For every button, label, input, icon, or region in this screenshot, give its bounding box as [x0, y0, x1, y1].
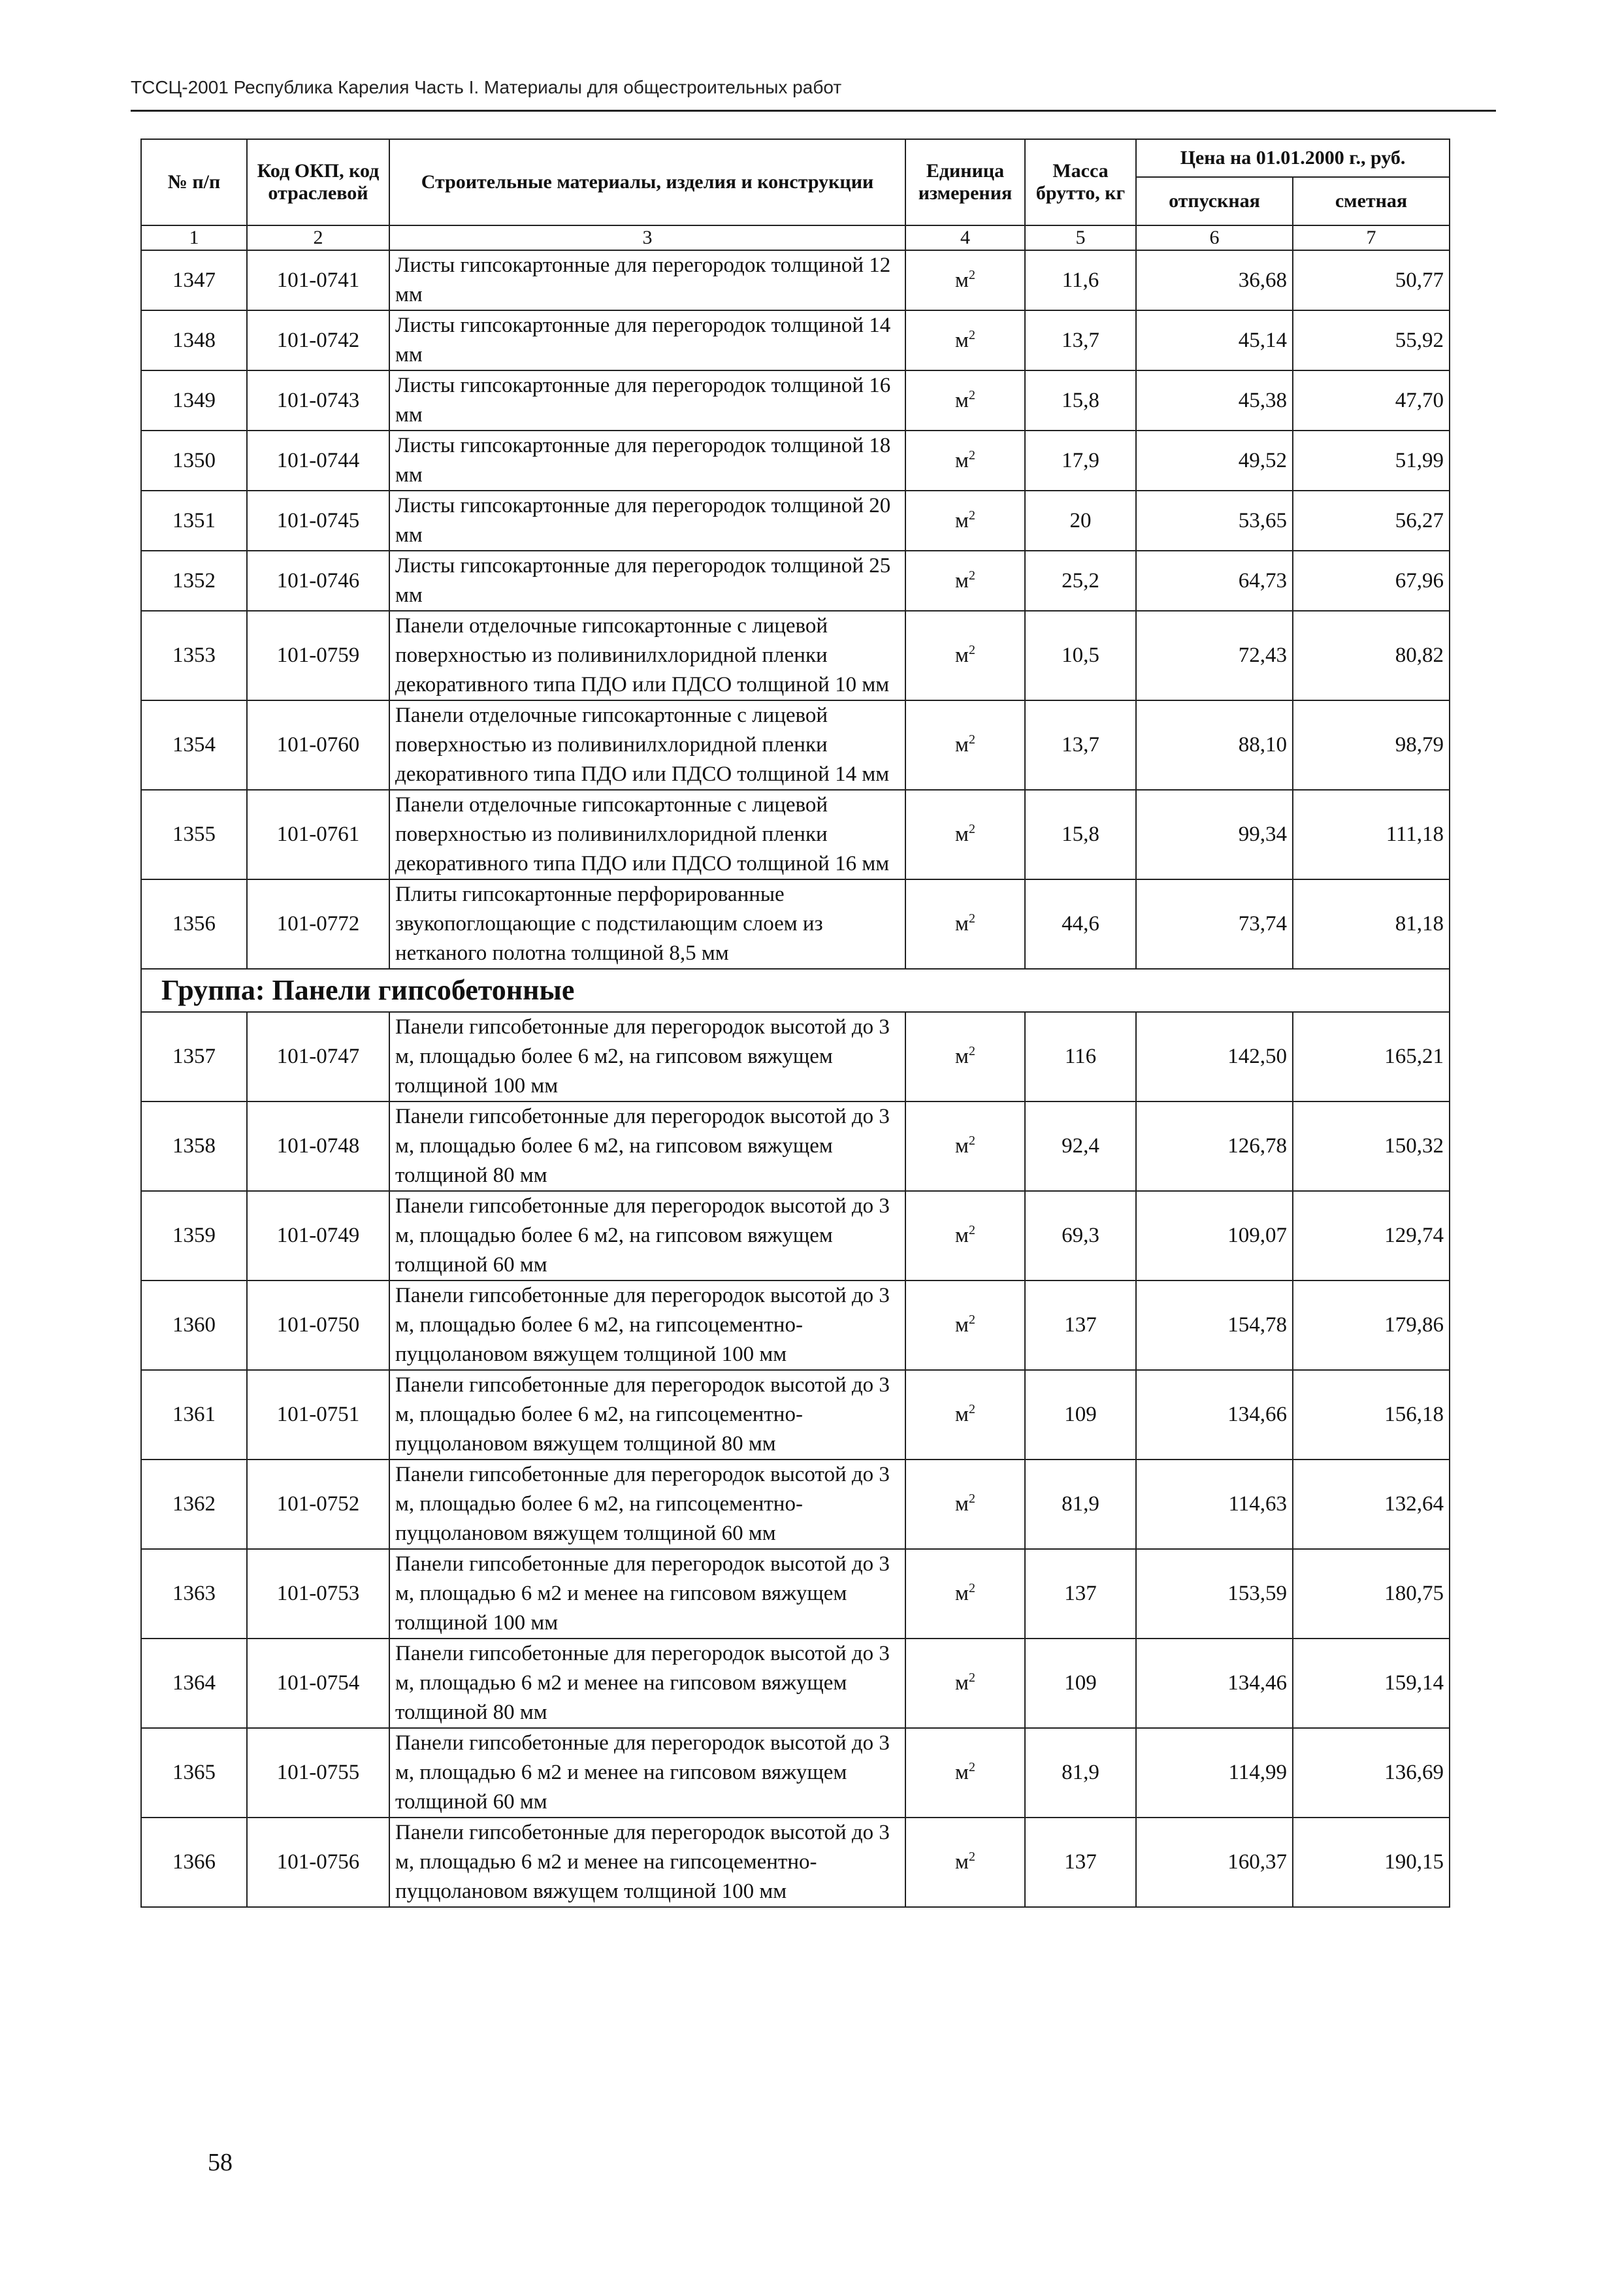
column-numbers-row — [141, 225, 1450, 250]
row-mass: 92,4 — [1025, 1101, 1136, 1191]
table-row — [141, 1281, 1450, 1370]
row-number: 1364 — [141, 1639, 247, 1728]
unit-superscript: 2 — [968, 822, 975, 836]
table-row — [141, 491, 1450, 551]
header-mass: Масса брутто, кг — [1025, 139, 1136, 225]
row-unit: $м^2$ — [905, 1012, 1025, 1101]
row-number: 1347 — [141, 250, 247, 310]
table-row — [141, 1818, 1450, 1907]
table-row — [141, 1191, 1450, 1281]
table-row — [141, 370, 1450, 431]
row-price-release: 88,10 — [1136, 700, 1293, 790]
header-code: Код ОКП, код отраслевой — [247, 139, 389, 225]
row-code: 101-0741 — [247, 250, 389, 310]
row-number: 1360 — [141, 1281, 247, 1370]
row-number: 1354 — [141, 700, 247, 790]
row-unit: $м^2$ — [905, 790, 1025, 879]
row-mass: 137 — [1025, 1281, 1136, 1370]
column-number: 7 — [1293, 225, 1450, 250]
row-number: 1365 — [141, 1728, 247, 1818]
row-material-name: Панели гипсобетонные для перегородок высотой до 3 м, площадью более 6 м2, на гипсоцементно-пуццолановом вяжущем толщиной 60 мм — [389, 1460, 905, 1549]
row-code: 101-0746 — [247, 551, 389, 611]
row-price-release: 109,07 — [1136, 1191, 1293, 1281]
unit-superscript: 2 — [968, 1671, 975, 1685]
row-price-estimate: 132,64 — [1293, 1460, 1450, 1549]
row-price-estimate: 129,74 — [1293, 1191, 1450, 1281]
row-price-release: 36,68 — [1136, 250, 1293, 310]
row-mass: 15,8 — [1025, 790, 1136, 879]
row-code: 101-0759 — [247, 611, 389, 700]
column-number: 3 — [389, 225, 905, 250]
row-price-release: 45,14 — [1136, 310, 1293, 370]
header-num: № п/п — [141, 139, 247, 225]
row-code: 101-0747 — [247, 1012, 389, 1101]
unit-superscript: 2 — [968, 1760, 975, 1774]
row-price-estimate: 180,75 — [1293, 1549, 1450, 1639]
unit-superscript: 2 — [968, 448, 975, 463]
table-row — [141, 1728, 1450, 1818]
unit-superscript: 2 — [968, 643, 975, 657]
header-name: Строительные материалы, изделия и конструкции — [389, 139, 905, 225]
row-number: 1363 — [141, 1549, 247, 1639]
column-number: 5 — [1025, 225, 1136, 250]
row-price-estimate: 80,82 — [1293, 611, 1450, 700]
row-price-estimate: 179,86 — [1293, 1281, 1450, 1370]
row-price-release: 114,63 — [1136, 1460, 1293, 1549]
row-price-release: 72,43 — [1136, 611, 1293, 700]
row-price-release: 134,66 — [1136, 1370, 1293, 1460]
row-material-name: Панели гипсобетонные для перегородок высотой до 3 м, площадью более 6 м2, на гипсовом вяжущем толщиной 80 мм — [389, 1101, 905, 1191]
row-material-name: Листы гипсокартонные для перегородок толщиной 14 мм — [389, 310, 905, 370]
column-number: 4 — [905, 225, 1025, 250]
row-price-release: 126,78 — [1136, 1101, 1293, 1191]
row-mass: 20 — [1025, 491, 1136, 551]
table-row — [141, 1101, 1450, 1191]
row-code: 101-0772 — [247, 879, 389, 969]
row-price-estimate: 156,18 — [1293, 1370, 1450, 1460]
row-code: 101-0745 — [247, 491, 389, 551]
row-price-estimate: 55,92 — [1293, 310, 1450, 370]
row-price-estimate: 159,14 — [1293, 1639, 1450, 1728]
row-code: 101-0751 — [247, 1370, 389, 1460]
row-unit: $м^2$ — [905, 491, 1025, 551]
row-number: 1355 — [141, 790, 247, 879]
table-row — [141, 1460, 1450, 1549]
row-material-name: Панели отделочные гипсокартонные с лицевой поверхностью из поливинилхлоридной пленки декоративного типа ПДО или ПДСО толщиной 14 мм — [389, 700, 905, 790]
header-price-group: Цена на 01.01.2000 г., руб. — [1136, 139, 1450, 177]
row-price-estimate: 50,77 — [1293, 250, 1450, 310]
row-number: 1351 — [141, 491, 247, 551]
row-unit: $м^2$ — [905, 1281, 1025, 1370]
row-code: 101-0742 — [247, 310, 389, 370]
row-code: 101-0750 — [247, 1281, 389, 1370]
row-material-name: Панели отделочные гипсокартонные с лицевой поверхностью из поливинилхлоридной пленки декоративного типа ПДО или ПДСО толщиной 10 мм — [389, 611, 905, 700]
row-code: 101-0752 — [247, 1460, 389, 1549]
row-number: 1350 — [141, 431, 247, 491]
row-price-estimate: 136,69 — [1293, 1728, 1450, 1818]
unit-superscript: 2 — [968, 508, 975, 523]
table-row — [141, 1639, 1450, 1728]
row-unit: $м^2$ — [905, 1460, 1025, 1549]
row-number: 1359 — [141, 1191, 247, 1281]
row-unit: $м^2$ — [905, 370, 1025, 431]
row-number: 1348 — [141, 310, 247, 370]
row-code: 101-0744 — [247, 431, 389, 491]
row-material-name: Панели гипсобетонные для перегородок высотой до 3 м, площадью 6 м2 и менее на гипсовом вяжущем толщиной 80 мм — [389, 1639, 905, 1728]
table-body-sheets — [141, 250, 1450, 969]
row-price-release: 134,46 — [1136, 1639, 1293, 1728]
row-number: 1357 — [141, 1012, 247, 1101]
unit-superscript: 2 — [968, 1402, 975, 1416]
table-row — [141, 310, 1450, 370]
row-price-estimate: 150,32 — [1293, 1101, 1450, 1191]
row-price-estimate: 67,96 — [1293, 551, 1450, 611]
header-price-release: отпускная — [1136, 177, 1293, 225]
row-price-estimate: 165,21 — [1293, 1012, 1450, 1101]
table-row — [141, 879, 1450, 969]
row-mass: 15,8 — [1025, 370, 1136, 431]
table-row — [141, 431, 1450, 491]
row-price-estimate: 98,79 — [1293, 700, 1450, 790]
row-price-release: 114,99 — [1136, 1728, 1293, 1818]
row-number: 1366 — [141, 1818, 247, 1907]
row-price-release: 73,74 — [1136, 879, 1293, 969]
row-mass: 81,9 — [1025, 1728, 1136, 1818]
row-number: 1361 — [141, 1370, 247, 1460]
row-material-name: Панели гипсобетонные для перегородок высотой до 3 м, площадью 6 м2 и менее на гипсовом вяжущем толщиной 60 мм — [389, 1728, 905, 1818]
row-unit: $м^2$ — [905, 879, 1025, 969]
unit-superscript: 2 — [968, 327, 975, 342]
unit-superscript: 2 — [968, 267, 975, 282]
row-price-release: 160,37 — [1136, 1818, 1293, 1907]
row-unit: $м^2$ — [905, 1728, 1025, 1818]
row-price-estimate: 47,70 — [1293, 370, 1450, 431]
unit-superscript: 2 — [968, 911, 975, 926]
row-number: 1362 — [141, 1460, 247, 1549]
table-row — [141, 551, 1450, 611]
row-code: 101-0761 — [247, 790, 389, 879]
row-material-name: Панели гипсобетонные для перегородок высотой до 3 м, площадью более 6 м2, на гипсовом вяжущем толщиной 60 мм — [389, 1191, 905, 1281]
row-mass: 109 — [1025, 1370, 1136, 1460]
unit-superscript: 2 — [968, 1492, 975, 1506]
row-material-name: Листы гипсокартонные для перегородок толщиной 12 мм — [389, 250, 905, 310]
row-price-estimate: 51,99 — [1293, 431, 1450, 491]
row-mass: 137 — [1025, 1818, 1136, 1907]
row-mass: 81,9 — [1025, 1460, 1136, 1549]
row-material-name: Панели гипсобетонные для перегородок высотой до 3 м, площадью более 6 м2, на гипсоцементно-пуццолановом вяжущем толщиной 100 мм — [389, 1281, 905, 1370]
price-table — [140, 139, 1450, 1908]
row-code: 101-0749 — [247, 1191, 389, 1281]
table-row — [141, 250, 1450, 310]
row-unit: $м^2$ — [905, 250, 1025, 310]
row-number: 1353 — [141, 611, 247, 700]
row-material-name: Листы гипсокартонные для перегородок толщиной 25 мм — [389, 551, 905, 611]
row-price-release: 153,59 — [1136, 1549, 1293, 1639]
unit-superscript: 2 — [968, 1581, 975, 1595]
table-row — [141, 1370, 1450, 1460]
row-unit: $м^2$ — [905, 1191, 1025, 1281]
table-row — [141, 1549, 1450, 1639]
row-number: 1352 — [141, 551, 247, 611]
row-material-name: Плиты гипсокартонные перфорированные звукопоглощающие с подстилающим слоем из нетканого полотна толщиной 8,5 мм — [389, 879, 905, 969]
row-unit: $м^2$ — [905, 1101, 1025, 1191]
column-number: 1 — [141, 225, 247, 250]
row-unit: $м^2$ — [905, 1818, 1025, 1907]
row-price-estimate: 81,18 — [1293, 879, 1450, 969]
row-unit: $м^2$ — [905, 1549, 1025, 1639]
row-unit: $м^2$ — [905, 1639, 1025, 1728]
row-mass: 13,7 — [1025, 700, 1136, 790]
row-code: 101-0760 — [247, 700, 389, 790]
table-row — [141, 700, 1450, 790]
column-number: 2 — [247, 225, 389, 250]
table-row — [141, 611, 1450, 700]
unit-superscript: 2 — [968, 1850, 975, 1864]
unit-superscript: 2 — [968, 387, 975, 402]
unit-superscript: 2 — [968, 1223, 975, 1237]
group-title: Группа: Панели гипсобетонные — [141, 969, 1450, 1012]
row-mass: 13,7 — [1025, 310, 1136, 370]
row-unit: $м^2$ — [905, 431, 1025, 491]
row-unit: $м^2$ — [905, 611, 1025, 700]
row-material-name: Листы гипсокартонные для перегородок толщиной 16 мм — [389, 370, 905, 431]
unit-superscript: 2 — [968, 1044, 975, 1058]
row-material-name: Листы гипсокартонные для перегородок толщиной 18 мм — [389, 431, 905, 491]
row-material-name: Панели гипсобетонные для перегородок высотой до 3 м, площадью более 6 м2, на гипсовом вяжущем толщиной 100 мм — [389, 1012, 905, 1101]
row-mass: 10,5 — [1025, 611, 1136, 700]
row-number: 1349 — [141, 370, 247, 431]
row-number: 1356 — [141, 879, 247, 969]
row-code: 101-0753 — [247, 1549, 389, 1639]
row-material-name: Панели гипсобетонные для перегородок высотой до 3 м, площадью 6 м2 и менее на гипсовом вяжущем толщиной 100 мм — [389, 1549, 905, 1639]
row-price-release: 154,78 — [1136, 1281, 1293, 1370]
group-section — [141, 969, 1450, 1012]
row-code: 101-0755 — [247, 1728, 389, 1818]
table-row — [141, 1012, 1450, 1101]
row-code: 101-0754 — [247, 1639, 389, 1728]
row-unit: $м^2$ — [905, 1370, 1025, 1460]
page-header: ТССЦ-2001 Республика Карелия Часть I. Материалы для общестроительных работ — [131, 77, 842, 97]
row-price-release: 99,34 — [1136, 790, 1293, 879]
row-material-name: Панели гипсобетонные для перегородок высотой до 3 м, площадью 6 м2 и менее на гипсоцементно-пуццолановом вяжущем толщиной 100 мм — [389, 1818, 905, 1907]
row-price-estimate: 111,18 — [1293, 790, 1450, 879]
row-code: 101-0743 — [247, 370, 389, 431]
table-body-panels — [141, 1012, 1450, 1907]
row-mass: 69,3 — [1025, 1191, 1136, 1281]
header-price-estimate: сметная — [1293, 177, 1450, 225]
table-row — [141, 790, 1450, 879]
row-code: 101-0756 — [247, 1818, 389, 1907]
unit-superscript: 2 — [968, 732, 975, 747]
row-code: 101-0748 — [247, 1101, 389, 1191]
row-mass: 137 — [1025, 1549, 1136, 1639]
unit-superscript: 2 — [968, 1313, 975, 1327]
row-price-release: 53,65 — [1136, 491, 1293, 551]
row-unit: $м^2$ — [905, 700, 1025, 790]
row-mass: 116 — [1025, 1012, 1136, 1101]
row-price-release: 142,50 — [1136, 1012, 1293, 1101]
row-material-name: Панели отделочные гипсокартонные с лицевой поверхностью из поливинилхлоридной пленки декоративного типа ПДО или ПДСО толщиной 16 мм — [389, 790, 905, 879]
row-mass: 44,6 — [1025, 879, 1136, 969]
row-price-release: 49,52 — [1136, 431, 1293, 491]
row-number: 1358 — [141, 1101, 247, 1191]
column-number: 6 — [1136, 225, 1293, 250]
page-number: 58 — [208, 2149, 233, 2176]
header-unit: Единица измерения — [905, 139, 1025, 225]
row-mass: 25,2 — [1025, 551, 1136, 611]
row-price-release: 64,73 — [1136, 551, 1293, 611]
row-unit: $м^2$ — [905, 310, 1025, 370]
row-material-name: Листы гипсокартонные для перегородок толщиной 20 мм — [389, 491, 905, 551]
row-price-estimate: 190,15 — [1293, 1818, 1450, 1907]
row-price-estimate: 56,27 — [1293, 491, 1450, 551]
header-divider — [131, 110, 1496, 112]
row-material-name: Панели гипсобетонные для перегородок высотой до 3 м, площадью более 6 м2, на гипсоцементно-пуццолановом вяжущем толщиной 80 мм — [389, 1370, 905, 1460]
row-price-release: 45,38 — [1136, 370, 1293, 431]
row-mass: 17,9 — [1025, 431, 1136, 491]
unit-superscript: 2 — [968, 568, 975, 583]
unit-superscript: 2 — [968, 1134, 975, 1148]
row-mass: 11,6 — [1025, 250, 1136, 310]
row-unit: $м^2$ — [905, 551, 1025, 611]
row-mass: 109 — [1025, 1639, 1136, 1728]
